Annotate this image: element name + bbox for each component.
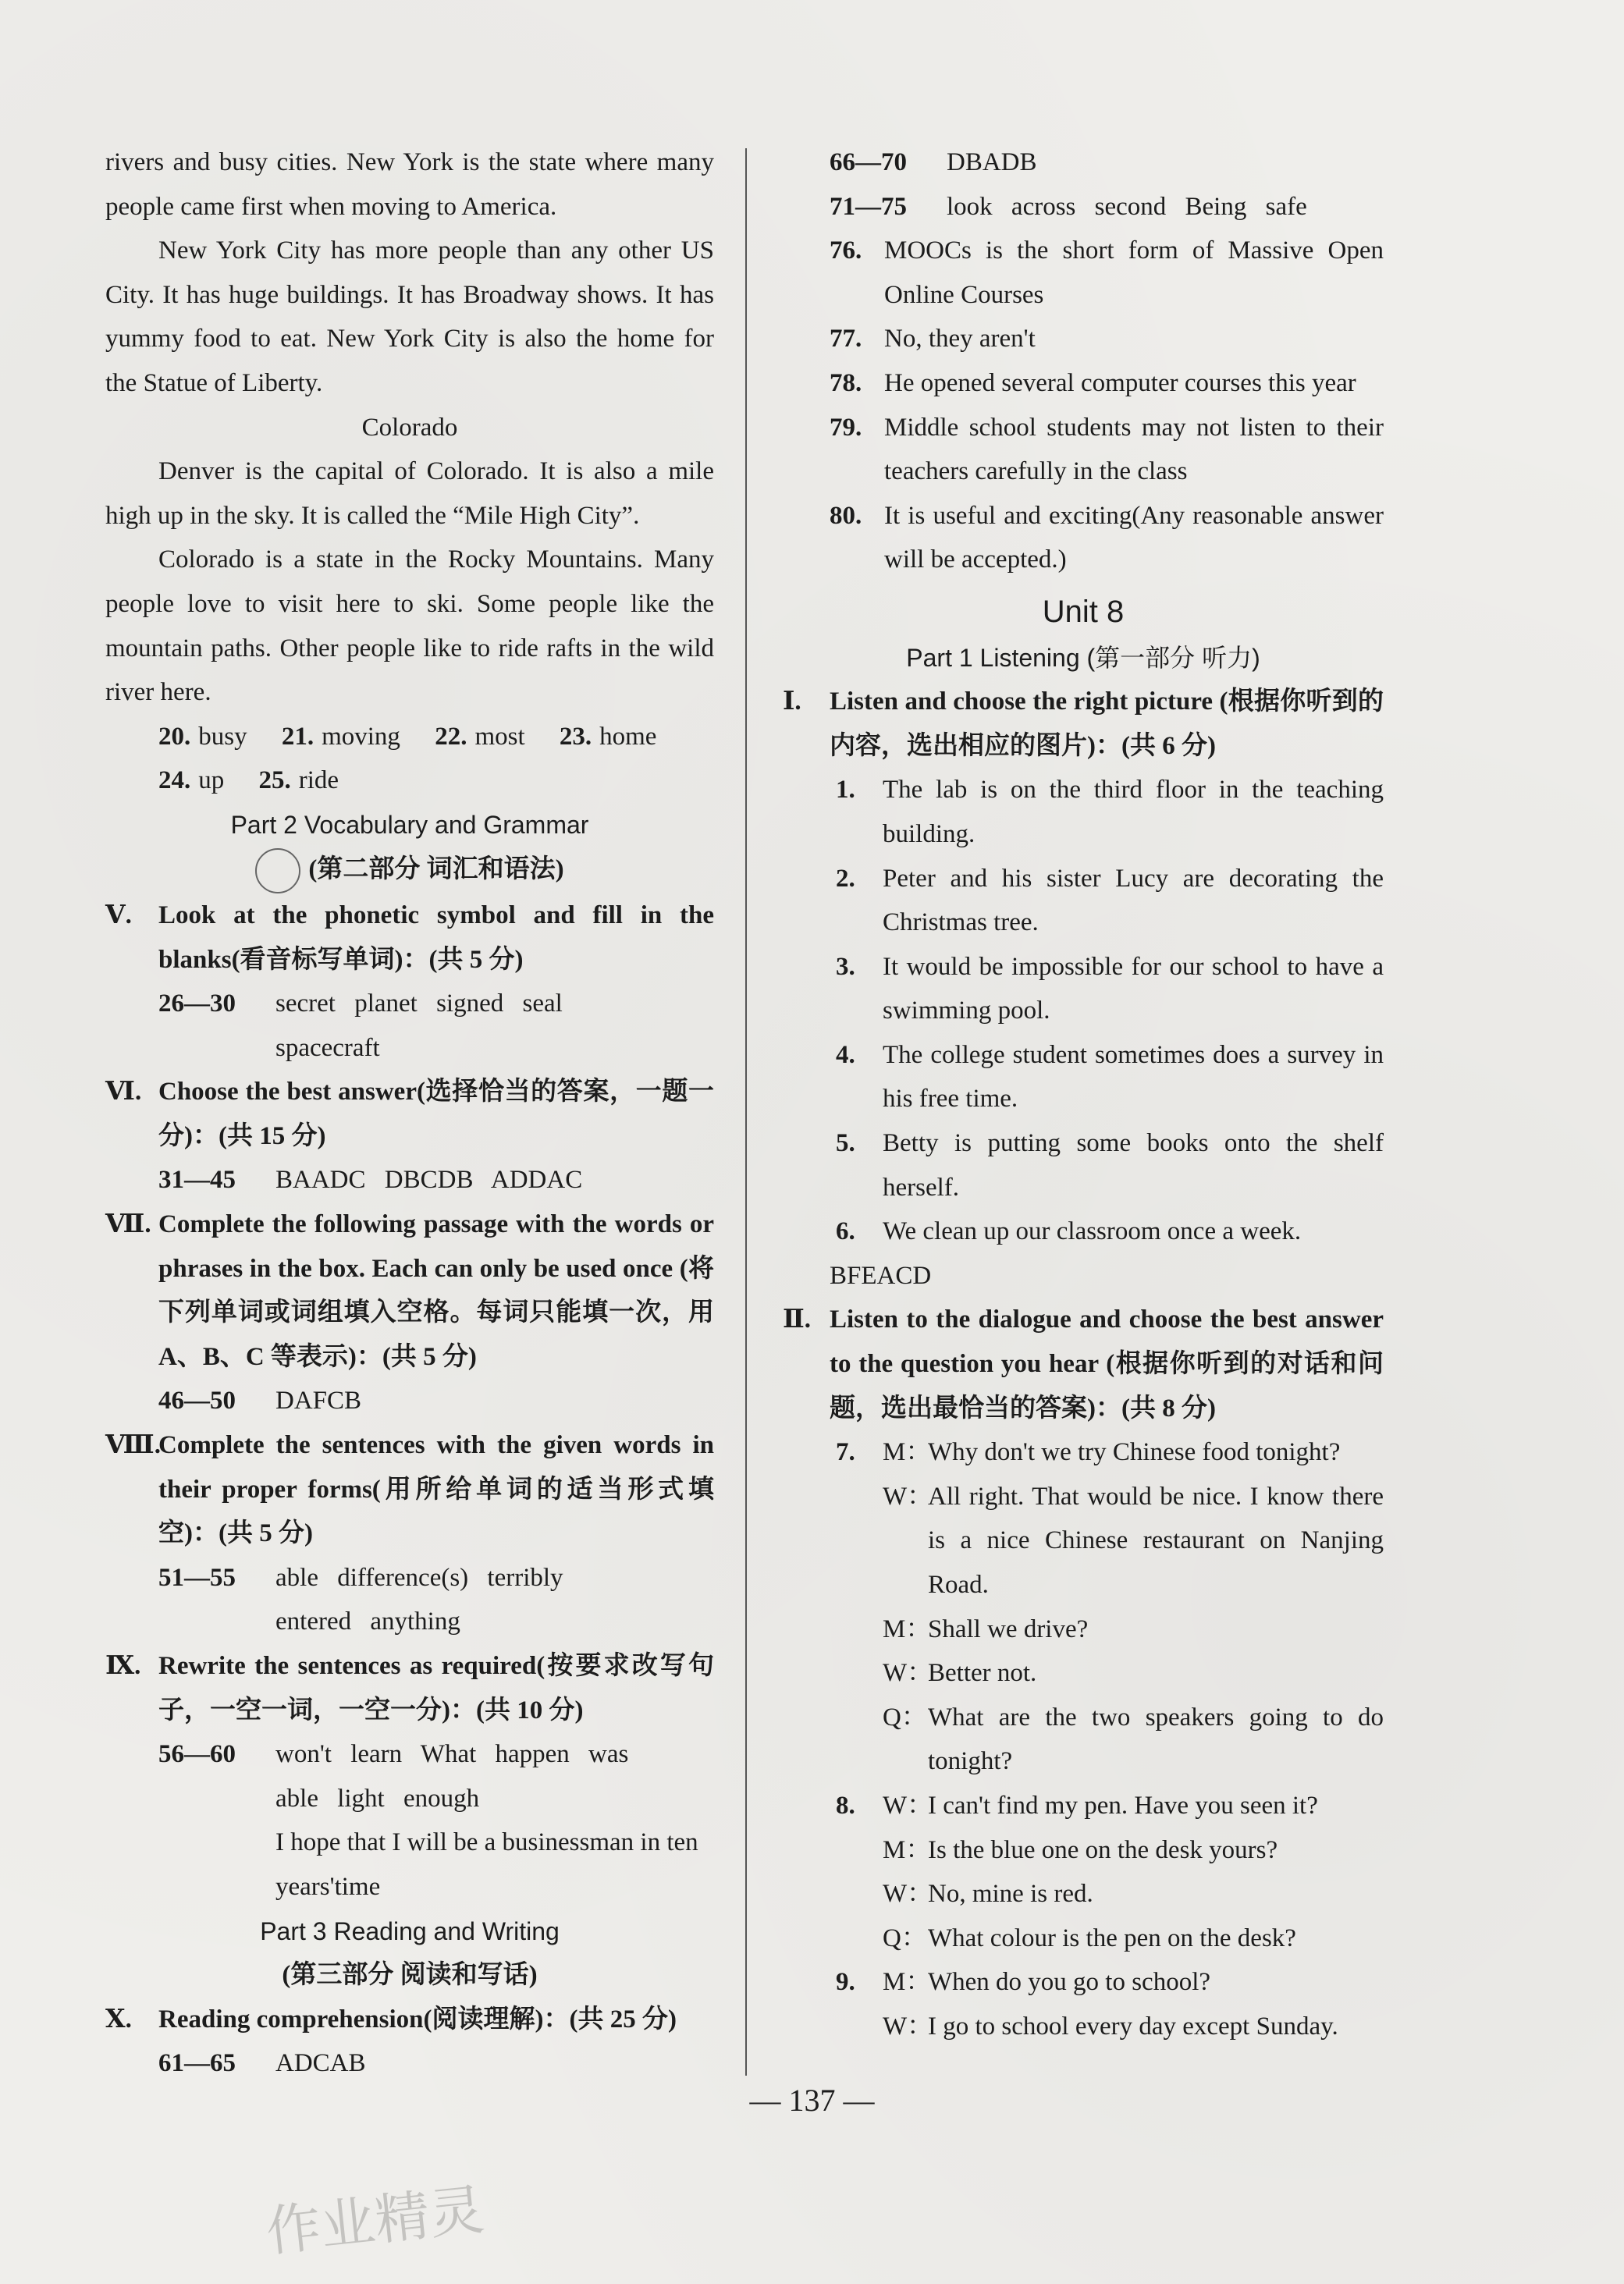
part2-title: Part 2 Vocabulary and Grammar bbox=[230, 810, 589, 839]
section-vii bbox=[105, 1202, 714, 1379]
utterance: No, mine is red. bbox=[928, 1880, 1093, 1909]
listening-item bbox=[783, 1209, 1384, 1254]
answer-word: moving bbox=[322, 722, 400, 751]
answer-range: 56—60 bbox=[158, 1740, 236, 1769]
dialogue-item bbox=[783, 1784, 1384, 1960]
utterance: Is the blue one on the desk yours? bbox=[928, 1835, 1278, 1864]
answer-sentence: I hope that I will be a businessman in ten years'time bbox=[275, 1828, 698, 1901]
page-number: — 137 — bbox=[749, 2083, 875, 2118]
section-number: Ⅶ. bbox=[105, 1210, 151, 1239]
part3-subtitle: (第三部分 阅读和写话) bbox=[282, 1961, 538, 1990]
answer-number: 20. bbox=[158, 722, 191, 751]
answer-range: 51—55 bbox=[158, 1563, 236, 1592]
left-column bbox=[105, 140, 714, 2086]
answers-24-25 bbox=[105, 758, 714, 803]
answers-26-30 bbox=[105, 982, 714, 1026]
section-instruction: Choose the best answer(选择恰当的答案，一题一分)：(共 15 分) bbox=[158, 1078, 714, 1150]
item-text: Middle school students may not listen to their teachers carefully in the class bbox=[884, 413, 1384, 486]
paragraph: New York City has more people than any other US City. It has huge buildings. It has Broadway shows. It has yummy food to eat. New York City is also the home for the Statue of Liberty. bbox=[105, 236, 714, 397]
section-number: Ⅰ. bbox=[783, 687, 801, 716]
dialogue-line bbox=[883, 1916, 1384, 1961]
answer-number: 24. bbox=[158, 766, 191, 795]
item-text: Betty is putting some books onto the shelf herself. bbox=[883, 1129, 1384, 1202]
dialogue-line bbox=[883, 1784, 1384, 1828]
answer-range: 46—50 bbox=[158, 1387, 236, 1416]
section-number: Ⅷ. bbox=[105, 1431, 161, 1460]
answers-51-55 bbox=[105, 1556, 714, 1600]
utterance: Shall we drive? bbox=[928, 1614, 1089, 1643]
item-text: MOOCs is the short form of Massive Open Online Courses bbox=[884, 236, 1384, 309]
answer-number: 23. bbox=[559, 722, 592, 751]
dialogue-item bbox=[783, 1960, 1384, 2048]
section-instruction: Complete the following passage with the words or phrases in the box. Each can only be used once (将下列单词或词组填入空格。每词只能填一次，用 A、B、C 等表示)：(共 5 分) bbox=[158, 1210, 714, 1371]
answer-words-continued: spacecraft bbox=[275, 1033, 380, 1062]
answer-number: 21. bbox=[281, 722, 314, 751]
column-divider bbox=[745, 148, 747, 2076]
answers-46-50 bbox=[105, 1379, 714, 1423]
answer-range: 26—30 bbox=[158, 989, 236, 1018]
answer-item bbox=[783, 494, 1384, 582]
answer-item bbox=[783, 317, 1384, 361]
answer-words: DAFCB bbox=[275, 1387, 362, 1416]
dialogue-line bbox=[883, 1828, 1384, 1873]
dialogue-line bbox=[883, 1475, 1384, 1607]
answer-words: look across second Being safe bbox=[947, 192, 1307, 221]
answers-66-70 bbox=[783, 140, 1384, 185]
dialogue-line bbox=[883, 1696, 1384, 1784]
utterance: Better not. bbox=[928, 1659, 1037, 1688]
dialogue-item bbox=[783, 1430, 1384, 1784]
answer-words: able difference(s) terribly bbox=[275, 1563, 563, 1592]
item-text: He opened several computer courses this year bbox=[884, 368, 1356, 397]
utterance: I can't find my pen. Have you seen it? bbox=[928, 1791, 1318, 1820]
answer-range: 66—70 bbox=[830, 148, 907, 176]
item-text: It would be impossible for our school to have a swimming pool. bbox=[883, 952, 1384, 1025]
part3-title: Part 3 Reading and Writing bbox=[260, 1916, 560, 1945]
speaker: W： bbox=[883, 2012, 933, 2041]
item-number: 7. bbox=[836, 1438, 855, 1467]
listening-item bbox=[783, 1121, 1384, 1209]
item-number: 3. bbox=[836, 952, 855, 981]
item-number: 80. bbox=[830, 501, 862, 530]
item-number: 76. bbox=[830, 236, 862, 265]
utterance: When do you go to school? bbox=[928, 1968, 1211, 1997]
item-number: 8. bbox=[836, 1791, 855, 1820]
paragraph: rivers and busy cities. New York is the state where many people came first when moving to America. bbox=[105, 148, 714, 221]
paragraph: Denver is the capital of Colorado. It is also a mile high up in the sky. It is called the “Mile High City”. bbox=[105, 457, 714, 530]
section-number: Ⅹ. bbox=[105, 2005, 132, 2034]
item-number: 79. bbox=[830, 413, 862, 442]
listening-item bbox=[783, 945, 1384, 1033]
item-number: 6. bbox=[836, 1217, 855, 1246]
item-number: 9. bbox=[836, 1968, 855, 1997]
answer-words: ADCAB bbox=[275, 2049, 366, 2078]
item-text: It is useful and exciting(Any reasonable answer will be accepted.) bbox=[884, 501, 1384, 574]
dialogue-line bbox=[883, 2005, 1384, 2049]
answer-word: up bbox=[198, 766, 225, 795]
speaker: Q： bbox=[883, 1923, 927, 1952]
section-vi bbox=[105, 1070, 714, 1158]
answer-number: 25. bbox=[258, 766, 291, 795]
section-number: Ⅴ. bbox=[105, 900, 132, 929]
part1-title: Part 1 Listening (第一部分 听力) bbox=[906, 643, 1260, 672]
answer-words: BAADC DBCDB ADDAC bbox=[275, 1166, 583, 1195]
part2-subtitle: (第二部分 词汇和语法) bbox=[105, 847, 714, 893]
section-instruction: Complete the sentences with the given words in their proper forms(用所给单词的适当形式填空)：(共 5 分) bbox=[158, 1431, 714, 1548]
section-number: Ⅱ. bbox=[783, 1305, 812, 1334]
answer-item bbox=[783, 361, 1384, 406]
item-text: No, they aren't bbox=[884, 325, 1036, 353]
speaker: M： bbox=[883, 1614, 932, 1643]
item-text: The lab is on the third floor in the teaching building. bbox=[883, 776, 1384, 848]
section-instruction: Rewrite the sentences as required(按要求改写句子，一空一词，一空一分)：(共 10 分) bbox=[158, 1652, 714, 1725]
answer-words-continued: able light enough bbox=[275, 1784, 480, 1813]
answers-20-23 bbox=[105, 715, 714, 759]
speaker: Q： bbox=[883, 1703, 927, 1732]
section-instruction: Look at the phonetic symbol and fill in the blanks(看音标写单词)：(共 5 分) bbox=[158, 900, 714, 974]
utterance: Why don't we try Chinese food tonight? bbox=[928, 1438, 1341, 1467]
speaker: M： bbox=[883, 1438, 932, 1467]
answer-word: busy bbox=[198, 722, 247, 751]
item-text: We clean up our classroom once a week. bbox=[883, 1217, 1302, 1246]
item-text: The college student sometimes does a survey in his free time. bbox=[883, 1040, 1384, 1114]
utterance: What are the two speakers going to do tonight? bbox=[928, 1703, 1384, 1776]
answer-word: home bbox=[599, 722, 657, 751]
stamp-logo bbox=[255, 848, 300, 893]
item-number: 2. bbox=[836, 864, 855, 893]
item-number: 78. bbox=[830, 368, 862, 397]
speaker: W： bbox=[883, 1880, 933, 1909]
section-x bbox=[105, 1998, 714, 2042]
answer-range: 31—45 bbox=[158, 1166, 236, 1195]
item-number: 1. bbox=[836, 776, 855, 805]
section-title-colorado: Colorado bbox=[361, 413, 458, 442]
item-number: 77. bbox=[830, 325, 862, 353]
section-viii bbox=[105, 1423, 714, 1556]
section-ix bbox=[105, 1644, 714, 1732]
listening-item bbox=[783, 768, 1384, 856]
speaker: M： bbox=[883, 1968, 932, 1997]
answers-31-45 bbox=[105, 1158, 714, 1202]
item-number: 5. bbox=[836, 1129, 855, 1158]
dialogue-line bbox=[883, 1430, 1384, 1475]
answer-words-continued: entered anything bbox=[275, 1607, 460, 1636]
answer-words: won't learn What happen was bbox=[275, 1740, 629, 1769]
speaker: M： bbox=[883, 1835, 932, 1864]
speaker: W： bbox=[883, 1659, 933, 1688]
watermark: 作业精灵 bbox=[263, 2177, 488, 2264]
dialogue-line bbox=[883, 1607, 1384, 1652]
section-ii bbox=[783, 1298, 1384, 1430]
answers-61-65 bbox=[105, 2041, 714, 2086]
section-v bbox=[105, 893, 714, 982]
answer-range: 61—65 bbox=[158, 2049, 236, 2078]
right-column bbox=[783, 140, 1384, 2049]
section-number: Ⅸ. bbox=[105, 1652, 141, 1681]
dialogue-line bbox=[883, 1960, 1384, 2005]
unit-title: Unit 8 bbox=[1042, 594, 1125, 629]
section-instruction: Listen to the dialogue and choose the best answer to the question you hear (根据你听到的对话和问题，选出最恰当的答案)：(共 8 分) bbox=[830, 1305, 1384, 1423]
listening-item bbox=[783, 1033, 1384, 1121]
speaker: W： bbox=[883, 1791, 933, 1820]
section-i bbox=[783, 680, 1384, 768]
listening-item bbox=[783, 857, 1384, 945]
item-number: 4. bbox=[836, 1040, 855, 1069]
item-text: Peter and his sister Lucy are decorating the Christmas tree. bbox=[883, 864, 1384, 937]
speaker: W： bbox=[883, 1482, 933, 1511]
answer-words: DBADB bbox=[947, 148, 1037, 176]
utterance: All right. That would be nice. I know there is a nice Chinese restaurant on Nanjing Road. bbox=[928, 1482, 1384, 1599]
answers-71-75 bbox=[783, 185, 1384, 229]
answer-word: most bbox=[474, 722, 525, 751]
utterance: What colour is the pen on the desk? bbox=[928, 1923, 1296, 1952]
utterance: I go to school every day except Sunday. bbox=[928, 2012, 1338, 2041]
section-number: Ⅵ. bbox=[105, 1078, 142, 1106]
answer-key: BFEACD bbox=[830, 1261, 932, 1290]
answer-item bbox=[783, 406, 1384, 494]
section-instruction: Reading comprehension(阅读理解)：(共 25 分) bbox=[158, 2005, 677, 2034]
section-instruction: Listen and choose the right picture (根据你听到的内容，选出相应的图片)：(共 6 分) bbox=[830, 687, 1384, 760]
answer-item bbox=[783, 229, 1384, 317]
answer-word: ride bbox=[298, 766, 339, 795]
answer-range: 71—75 bbox=[830, 192, 907, 221]
dialogue-line bbox=[883, 1872, 1384, 1916]
paragraph: Colorado is a state in the Rocky Mountains. Many people love to visit here to ski. Some people like the mountain paths. Other people like to ride rafts in the wild river here. bbox=[105, 545, 714, 707]
answer-words: secret planet signed seal bbox=[275, 989, 563, 1018]
answers-56-60 bbox=[105, 1732, 714, 1777]
answer-number: 22. bbox=[435, 722, 467, 751]
dialogue-line bbox=[883, 1651, 1384, 1696]
